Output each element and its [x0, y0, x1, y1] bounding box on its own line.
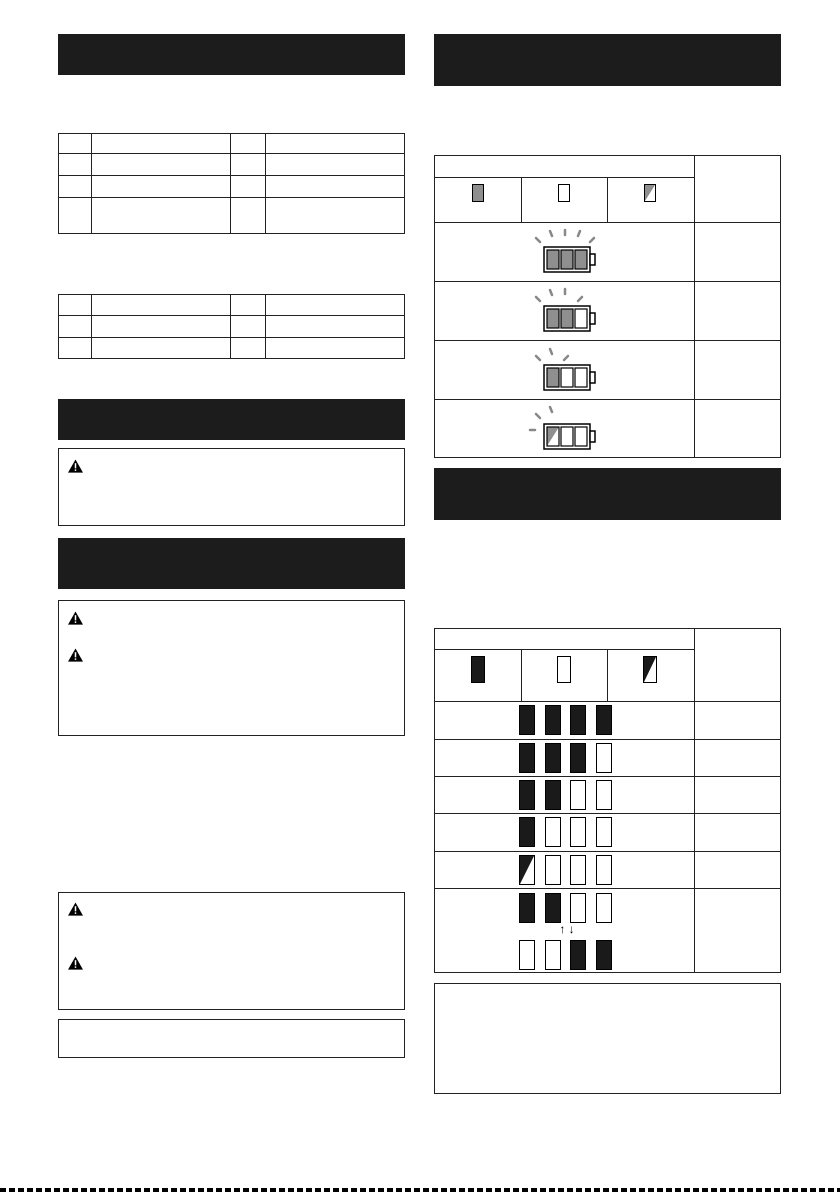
- indicator-bar-on: [519, 893, 535, 923]
- indicator-bar-on: [570, 705, 586, 735]
- table-divider: [435, 281, 780, 282]
- table-divider: [694, 156, 695, 457]
- battery-level-2-icon: [530, 287, 606, 335]
- section-header-5: [434, 468, 781, 520]
- warning-box-3: [58, 892, 405, 1010]
- table-cell: [92, 134, 231, 154]
- table-cell: [92, 316, 231, 338]
- battery-level-1-icon: [530, 346, 606, 394]
- table-cell: [92, 338, 231, 359]
- indicator-bar-on: [570, 940, 586, 970]
- indicator-bar-off: [545, 855, 561, 885]
- table-cell: [266, 134, 405, 154]
- indicator-bar-on: [545, 705, 561, 735]
- table-divider: [607, 649, 608, 701]
- table-divider: [521, 177, 522, 222]
- table-cell: [231, 154, 266, 176]
- table-cell: [59, 316, 92, 338]
- section-header-2: [58, 399, 405, 440]
- indicator-bar-on: [545, 893, 561, 923]
- table-cell: [266, 198, 405, 234]
- warning-triangle-icon: [68, 648, 83, 662]
- section-header-4: [434, 34, 781, 86]
- indicator-bar-on: [596, 705, 612, 735]
- indicator-bar-on: [545, 780, 561, 810]
- indicator-bar-on: [545, 743, 561, 773]
- table-divider: [435, 739, 780, 740]
- table-divider: [435, 776, 780, 777]
- indicator-bar-off: [596, 743, 612, 773]
- legend-blinking-icon: [644, 184, 656, 202]
- table-cell: [266, 154, 405, 176]
- indicator-bar-off: [570, 780, 586, 810]
- indicator-bar-off: [570, 817, 586, 847]
- table-divider: [607, 177, 608, 222]
- table-cell: [59, 154, 92, 176]
- warning-triangle-icon: [68, 956, 83, 970]
- indicator-bar-on: [519, 817, 535, 847]
- battery-level-3-icon: [530, 228, 606, 276]
- indicator-bar-off: [570, 893, 586, 923]
- table-cell: [266, 295, 405, 316]
- section-header-3: [58, 538, 405, 589]
- table-cell: [231, 176, 266, 198]
- table-cell: [231, 316, 266, 338]
- indicator-bar-off: [596, 893, 612, 923]
- table-divider: [435, 222, 780, 223]
- table-cell: [266, 338, 405, 359]
- table-divider: [435, 399, 780, 400]
- indicator-bar-on: [519, 743, 535, 773]
- table-divider: [435, 340, 780, 341]
- table-cell: [59, 198, 92, 234]
- indicator-bar-off: [596, 855, 612, 885]
- table-divider: [435, 888, 780, 889]
- table-divider: [435, 813, 780, 814]
- indicator-bar-off: [519, 940, 535, 970]
- battery-lamp-table: [434, 155, 781, 458]
- table-cell: [92, 198, 231, 234]
- section-header-1: [58, 34, 405, 75]
- warning-triangle-icon: [68, 611, 83, 625]
- battery-level-blinking-icon: [526, 404, 606, 454]
- warning-triangle-icon: [68, 459, 83, 473]
- toggle-arrows: ↑ ↓: [559, 922, 575, 936]
- table-cell: [231, 295, 266, 316]
- note-box: [58, 1019, 405, 1058]
- legend-lit-icon: [472, 184, 484, 202]
- indicator-bar-half: [519, 855, 535, 885]
- indicator-bar-on: [519, 780, 535, 810]
- table-cell: [92, 176, 231, 198]
- indicator-bar-on: [519, 705, 535, 735]
- page-edge-marks: [0, 1188, 840, 1192]
- indicator-bar-off: [596, 817, 612, 847]
- spec-table-1: [58, 133, 405, 234]
- legend-off-icon: [558, 184, 570, 202]
- indicator-bar-on: [596, 940, 612, 970]
- table-divider: [694, 629, 695, 972]
- table-cell: [59, 176, 92, 198]
- spec-table-2: [58, 294, 405, 359]
- indicator-bar-off: [596, 780, 612, 810]
- indicator-bar-off: [545, 940, 561, 970]
- table-cell: [59, 134, 92, 154]
- warning-box-2: [58, 600, 405, 736]
- table-cell: [266, 176, 405, 198]
- indicator-bar-off: [545, 817, 561, 847]
- table-cell: [231, 134, 266, 154]
- table-divider: [435, 649, 694, 650]
- legend-lit-bar: [471, 656, 485, 683]
- table-cell: [231, 338, 266, 359]
- table-cell: [266, 316, 405, 338]
- table-divider: [521, 649, 522, 701]
- note-box-2: [434, 983, 781, 1094]
- table-cell: [59, 338, 92, 359]
- indicator-bar-on: [570, 743, 586, 773]
- table-divider: [435, 851, 780, 852]
- table-cell: [92, 154, 231, 176]
- indicator-bar-off: [570, 855, 586, 885]
- legend-off-bar: [557, 656, 571, 683]
- table-cell: [92, 295, 231, 316]
- warning-triangle-icon: [68, 902, 83, 916]
- legend-blinking-bar: [643, 656, 657, 683]
- table-divider: [435, 701, 780, 702]
- warning-box-1: [58, 448, 405, 526]
- table-divider: [435, 177, 694, 178]
- table-cell: [59, 295, 92, 316]
- table-cell: [231, 198, 266, 234]
